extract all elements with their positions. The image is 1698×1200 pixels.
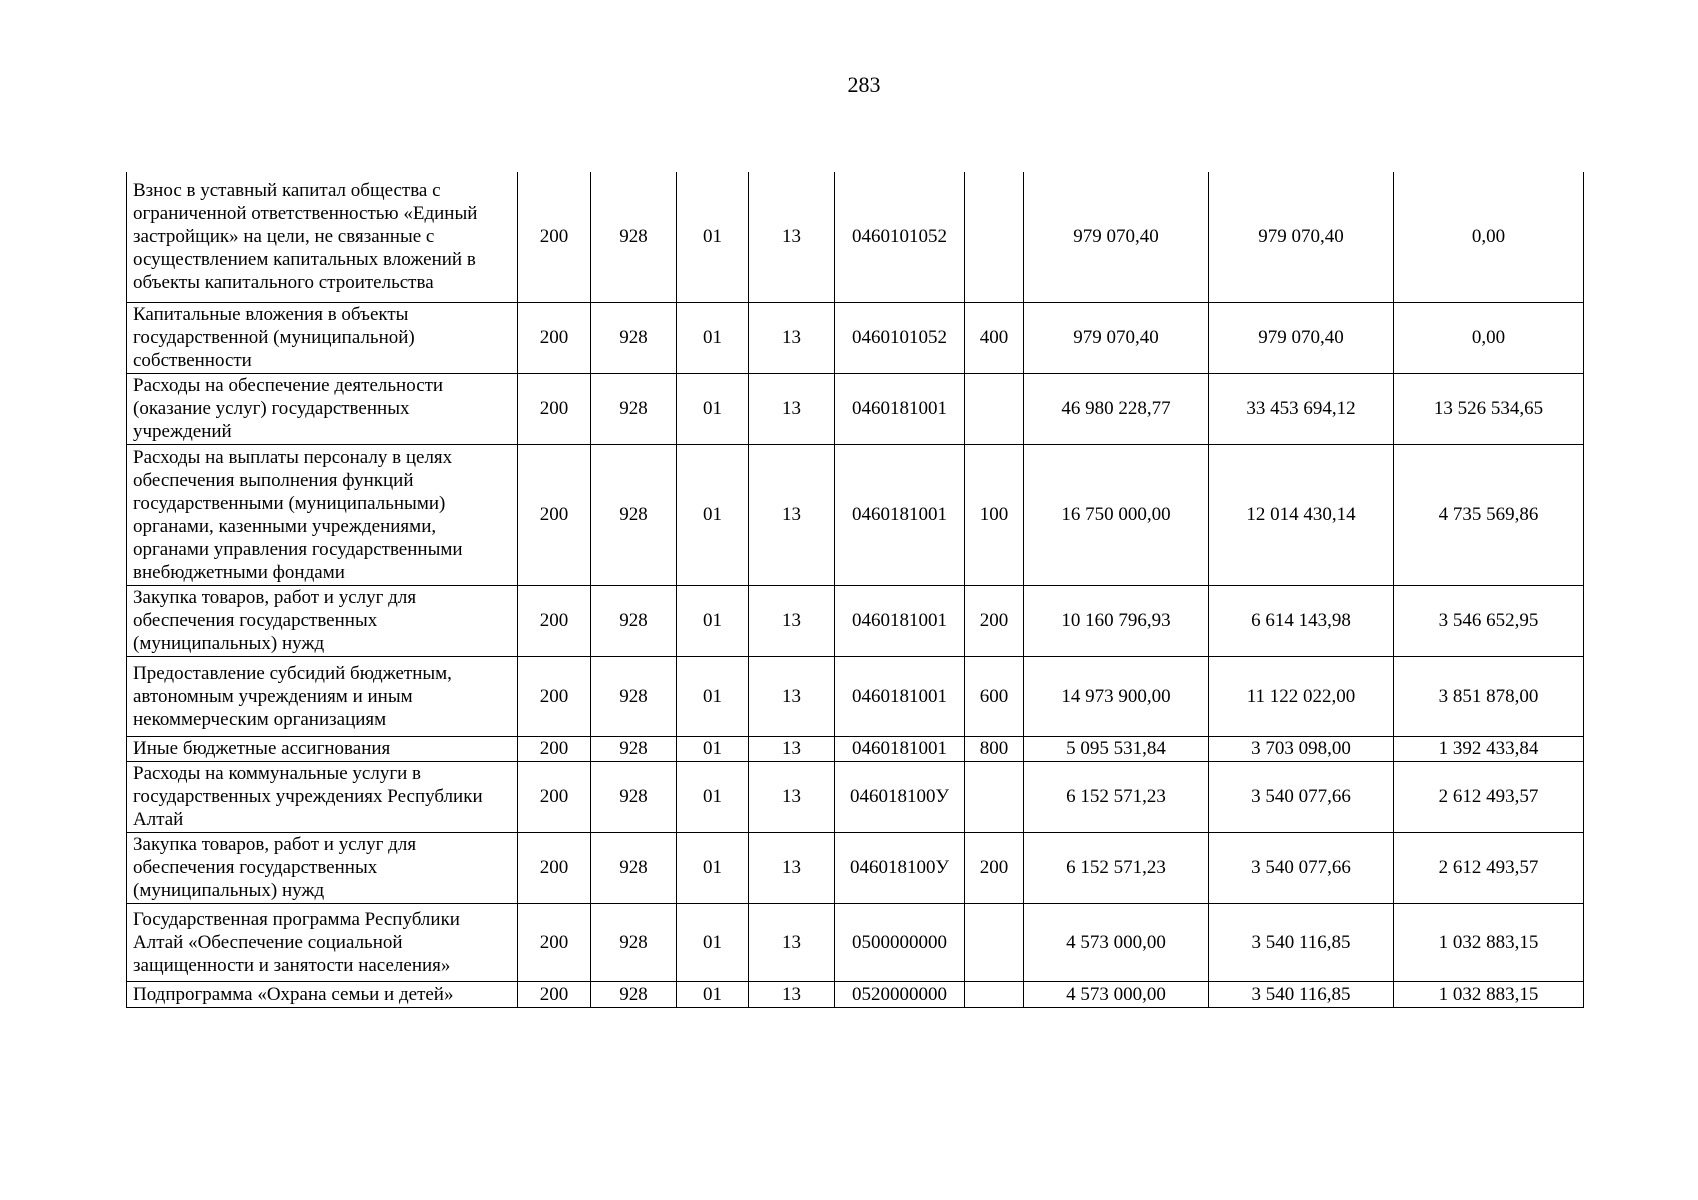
code-ministry: 928	[591, 444, 677, 585]
code-target: 046018100У	[835, 832, 965, 903]
row-name: Иные бюджетные ассигнования	[127, 736, 518, 761]
code-subsection: 13	[749, 761, 835, 832]
table-row	[127, 444, 1584, 585]
code-200: 200	[518, 585, 591, 656]
code-ministry: 928	[591, 585, 677, 656]
code-section: 01	[677, 585, 749, 656]
table-row	[127, 585, 1584, 656]
code-section: 01	[677, 656, 749, 736]
amount-plan: 46 980 228,77	[1024, 373, 1209, 444]
row-name: Расходы на коммунальные услуги в государственных учреждениях Республики Алтай	[127, 761, 518, 832]
table-row	[127, 656, 1584, 736]
code-200: 200	[518, 172, 591, 302]
code-200: 200	[518, 656, 591, 736]
code-subsection: 13	[749, 736, 835, 761]
amount-plan: 10 160 796,93	[1024, 585, 1209, 656]
code-200: 200	[518, 373, 591, 444]
code-section: 01	[677, 903, 749, 981]
amount-plan: 6 152 571,23	[1024, 832, 1209, 903]
amount-plan: 14 973 900,00	[1024, 656, 1209, 736]
code-expense-type: 400	[965, 302, 1024, 373]
amount-remaining: 0,00	[1394, 302, 1584, 373]
amount-remaining: 0,00	[1394, 172, 1584, 302]
amount-executed: 6 614 143,98	[1209, 585, 1394, 656]
code-ministry: 928	[591, 903, 677, 981]
code-target: 046018100У	[835, 761, 965, 832]
code-target: 0460101052	[835, 302, 965, 373]
table-row	[127, 736, 1584, 761]
page-number: 283	[847, 72, 881, 97]
amount-plan: 5 095 531,84	[1024, 736, 1209, 761]
amount-plan: 4 573 000,00	[1024, 903, 1209, 981]
code-ministry: 928	[591, 373, 677, 444]
amount-executed: 3 540 116,85	[1209, 981, 1394, 1007]
code-expense-type	[965, 981, 1024, 1007]
row-name: Закупка товаров, работ и услуг для обеспечения государственных (муниципальных) нужд	[127, 832, 518, 903]
row-name: Закупка товаров, работ и услуг для обеспечения государственных (муниципальных) нужд	[127, 585, 518, 656]
code-subsection: 13	[749, 172, 835, 302]
code-subsection: 13	[749, 656, 835, 736]
code-ministry: 928	[591, 832, 677, 903]
code-ministry: 928	[591, 736, 677, 761]
code-ministry: 928	[591, 656, 677, 736]
amount-executed: 979 070,40	[1209, 302, 1394, 373]
code-expense-type: 600	[965, 656, 1024, 736]
table-row	[127, 761, 1584, 832]
table-row	[127, 302, 1584, 373]
code-subsection: 13	[749, 832, 835, 903]
code-subsection: 13	[749, 302, 835, 373]
row-name: Подпрограмма «Охрана семьи и детей»	[127, 981, 518, 1007]
table-row	[127, 981, 1584, 1007]
code-target: 0460181001	[835, 444, 965, 585]
amount-executed: 3 540 116,85	[1209, 903, 1394, 981]
amount-executed: 979 070,40	[1209, 172, 1394, 302]
code-expense-type: 200	[965, 585, 1024, 656]
amount-executed: 3 540 077,66	[1209, 832, 1394, 903]
amount-remaining: 3 546 652,95	[1394, 585, 1584, 656]
amount-plan: 16 750 000,00	[1024, 444, 1209, 585]
code-subsection: 13	[749, 444, 835, 585]
code-section: 01	[677, 832, 749, 903]
code-expense-type: 800	[965, 736, 1024, 761]
amount-executed: 3 540 077,66	[1209, 761, 1394, 832]
table-row	[127, 373, 1584, 444]
code-200: 200	[518, 832, 591, 903]
amount-remaining: 3 851 878,00	[1394, 656, 1584, 736]
code-200: 200	[518, 903, 591, 981]
amount-plan: 979 070,40	[1024, 302, 1209, 373]
amount-remaining: 4 735 569,86	[1394, 444, 1584, 585]
amount-remaining: 2 612 493,57	[1394, 832, 1584, 903]
code-target: 0460101052	[835, 172, 965, 302]
code-section: 01	[677, 761, 749, 832]
code-ministry: 928	[591, 761, 677, 832]
code-target: 0520000000	[835, 981, 965, 1007]
code-200: 200	[518, 444, 591, 585]
amount-plan: 979 070,40	[1024, 172, 1209, 302]
code-section: 01	[677, 373, 749, 444]
code-200: 200	[518, 981, 591, 1007]
amount-remaining: 1 032 883,15	[1394, 903, 1584, 981]
code-subsection: 13	[749, 981, 835, 1007]
code-target: 0460181001	[835, 736, 965, 761]
code-target: 0460181001	[835, 373, 965, 444]
code-200: 200	[518, 736, 591, 761]
code-expense-type	[965, 373, 1024, 444]
code-expense-type	[965, 903, 1024, 981]
budget-table	[126, 172, 1584, 1008]
code-ministry: 928	[591, 302, 677, 373]
row-name: Расходы на обеспечение деятельности (оказание услуг) государственных учреждений	[127, 373, 518, 444]
code-subsection: 13	[749, 903, 835, 981]
table-row	[127, 172, 1584, 302]
amount-remaining: 1 032 883,15	[1394, 981, 1584, 1007]
code-section: 01	[677, 444, 749, 585]
code-expense-type: 100	[965, 444, 1024, 585]
amount-executed: 12 014 430,14	[1209, 444, 1394, 585]
code-subsection: 13	[749, 373, 835, 444]
code-target: 0460181001	[835, 585, 965, 656]
row-name: Государственная программа Республики Алтай «Обеспечение социальной защищенности и занятости населения»	[127, 903, 518, 981]
row-name: Расходы на выплаты персоналу в целях обеспечения выполнения функций государственными (муниципальными) органами, казенными учреждениями, органами управления государственными внебюджетными фондами	[127, 444, 518, 585]
row-name: Взнос в уставный капитал общества с ограниченной ответственностью «Единый застройщик» на цели, не связанные с осуществлением капитальных вложений в объекты капитального строительства	[127, 172, 518, 302]
row-name: Предоставление субсидий бюджетным, автономным учреждениям и иным некоммерческим организациям	[127, 656, 518, 736]
amount-remaining: 1 392 433,84	[1394, 736, 1584, 761]
code-section: 01	[677, 736, 749, 761]
amount-remaining: 13 526 534,65	[1394, 373, 1584, 444]
amount-remaining: 2 612 493,57	[1394, 761, 1584, 832]
code-expense-type: 200	[965, 832, 1024, 903]
code-200: 200	[518, 761, 591, 832]
code-ministry: 928	[591, 981, 677, 1007]
code-200: 200	[518, 302, 591, 373]
code-section: 01	[677, 172, 749, 302]
code-ministry: 928	[591, 172, 677, 302]
code-expense-type	[965, 172, 1024, 302]
amount-plan: 4 573 000,00	[1024, 981, 1209, 1007]
amount-plan: 6 152 571,23	[1024, 761, 1209, 832]
amount-executed: 11 122 022,00	[1209, 656, 1394, 736]
code-target: 0460181001	[835, 656, 965, 736]
table-row	[127, 832, 1584, 903]
code-section: 01	[677, 981, 749, 1007]
code-expense-type	[965, 761, 1024, 832]
table-row	[127, 903, 1584, 981]
amount-executed: 3 703 098,00	[1209, 736, 1394, 761]
code-section: 01	[677, 302, 749, 373]
amount-executed: 33 453 694,12	[1209, 373, 1394, 444]
code-subsection: 13	[749, 585, 835, 656]
code-target: 0500000000	[835, 903, 965, 981]
row-name: Капитальные вложения в объекты государственной (муниципальной) собственности	[127, 302, 518, 373]
